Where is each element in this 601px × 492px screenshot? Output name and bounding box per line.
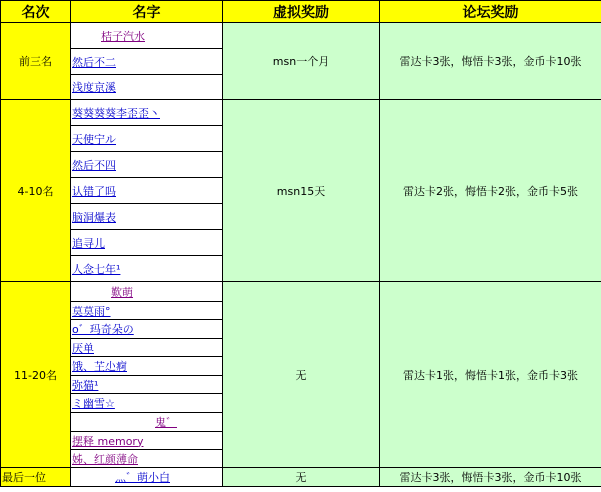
name-cell[interactable] xyxy=(71,468,223,487)
name-cell[interactable] xyxy=(71,230,223,256)
name-link[interactable]: 天使宁ル xyxy=(72,132,116,146)
virtual-reward-cell: 无 xyxy=(223,282,380,468)
name-cell[interactable] xyxy=(71,152,223,178)
name-cell[interactable] xyxy=(71,49,223,75)
name-cell[interactable] xyxy=(71,339,223,357)
name-link[interactable]: 饿、芏尐痾 xyxy=(72,360,127,373)
name-cell[interactable] xyxy=(71,75,223,100)
forum-reward-cell: 雷达卡3张，悔悟卡3张，金币卡10张 xyxy=(380,23,601,100)
name-cell[interactable] xyxy=(71,282,223,302)
name-cell[interactable] xyxy=(71,256,223,282)
name-link[interactable]: 歎萌 xyxy=(111,285,133,299)
virtual-reward-cell: msn一个月 xyxy=(223,23,380,100)
rank-cell: 最后一位 xyxy=(1,468,71,487)
forum-reward-cell: 雷达卡3张，悔悟卡3张，金币卡10张 xyxy=(380,468,601,487)
virtual-reward-cell: 无 xyxy=(223,468,380,487)
name-link[interactable]: 人念七年¹ xyxy=(72,262,121,276)
name-cell[interactable] xyxy=(71,302,223,320)
name-link[interactable]: 姊、红颜薄命 xyxy=(72,452,138,466)
name-cell[interactable] xyxy=(71,394,223,413)
name-link[interactable]: 鬼゛ xyxy=(155,416,177,429)
forum-reward-cell: 雷达卡1张，悔悟卡1张，金币卡3张 xyxy=(380,282,601,468)
name-link[interactable]: 追寻儿 xyxy=(72,236,105,250)
rank-cell: 前三名 xyxy=(1,23,71,100)
name-link[interactable]: o゛玛奇朵の xyxy=(72,323,134,336)
header-forum-reward: 论坛奖励 xyxy=(380,1,601,23)
virtual-reward-cell: msn15天 xyxy=(223,100,380,282)
name-cell[interactable] xyxy=(71,178,223,204)
name-cell[interactable] xyxy=(71,376,223,394)
name-cell[interactable] xyxy=(71,413,223,432)
header-rank: 名次 xyxy=(1,1,71,23)
name-cell[interactable] xyxy=(71,450,223,468)
header-virtual-reward: 虚拟奖励 xyxy=(223,1,380,23)
name-link[interactable]: 浅度京溪 xyxy=(72,81,116,94)
name-cell[interactable] xyxy=(71,23,223,49)
rank-cell: 11-20名 xyxy=(1,282,71,468)
name-link[interactable]: 弥猫¹ xyxy=(72,378,99,392)
name-link[interactable]: 然后不四 xyxy=(72,158,116,172)
header-name: 名字 xyxy=(71,1,223,23)
forum-reward-cell: 雷达卡2张，悔悟卡2张，金币卡5张 xyxy=(380,100,601,282)
name-link[interactable]: ミ幽雪☆ xyxy=(72,397,115,410)
name-link[interactable]: 葵葵葵葵李歪歪丶 xyxy=(72,106,160,120)
name-link[interactable]: 灬゛萌小白 xyxy=(115,471,170,484)
name-link[interactable]: 认错了吗 xyxy=(72,184,116,198)
rank-cell: 4-10名 xyxy=(1,100,71,282)
name-link[interactable]: 莫莫雨° xyxy=(72,304,111,318)
name-link[interactable]: 脑洞爆表 xyxy=(72,210,116,224)
name-cell[interactable] xyxy=(71,100,223,126)
name-cell[interactable] xyxy=(71,432,223,450)
name-link[interactable]: 摆释 memory xyxy=(72,434,144,448)
name-cell[interactable] xyxy=(71,357,223,376)
header-row xyxy=(1,1,601,23)
name-link[interactable]: 桔子汽水 xyxy=(101,29,145,43)
name-cell[interactable] xyxy=(71,204,223,230)
name-link[interactable]: 然后不二 xyxy=(72,55,116,69)
name-cell[interactable] xyxy=(71,126,223,152)
name-link[interactable]: 厌单 xyxy=(72,341,94,355)
name-cell[interactable] xyxy=(71,320,223,339)
